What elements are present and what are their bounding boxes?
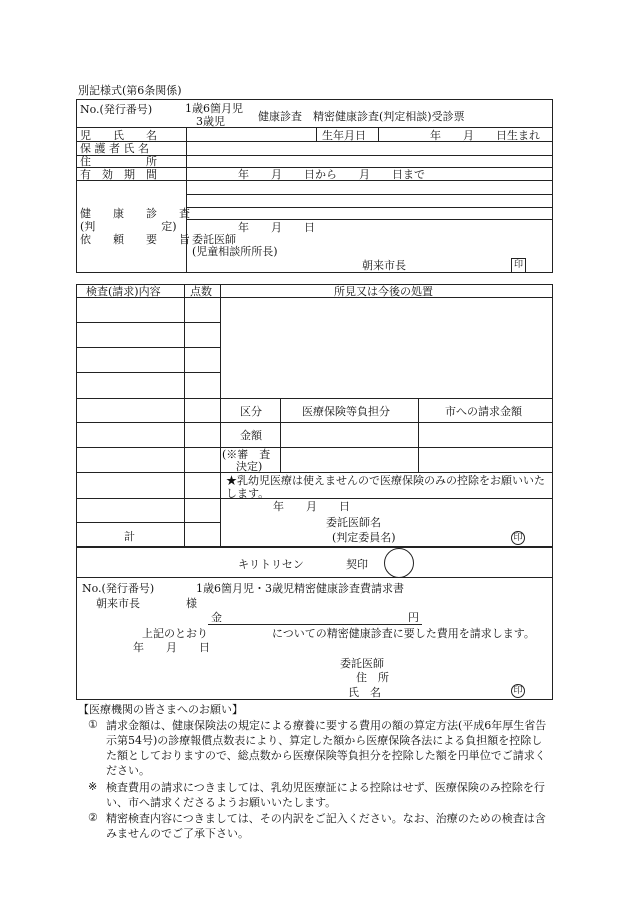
note-text: 検査費用の請求につきましては、乳幼児医療証による控除はせず、医療保険のみ控除を行い、市へ請求くださるようお願いいたします。 [106, 781, 545, 809]
seam-stamp-label: 契印 [346, 558, 368, 571]
request-label-2: (判 定) [80, 220, 177, 233]
note-text: 精密検査内容につきましては、その内訳をご記入ください。なお、治療のための検査は含みませんのでご了承下さい。 [106, 812, 546, 840]
request-date: 年 月 日 [238, 221, 315, 234]
divider [76, 447, 553, 448]
invoice-date: 年 月 日 [133, 641, 210, 654]
validity-value: 年 月 日から 月 日まで [238, 168, 425, 181]
seal-mark: 印 [511, 684, 525, 698]
divider [186, 127, 187, 273]
divider [316, 127, 317, 141]
invoice-honorific: 様 [186, 597, 197, 610]
billing-col-city: 市への請求金額 [445, 405, 522, 418]
col-exam-header: 検査(請求)内容 [86, 285, 161, 298]
voucher-age-1: 1歳6箇月児 [185, 102, 243, 115]
divider [76, 522, 220, 523]
divider [76, 422, 553, 423]
note-text: 請求金額は、健康保険法の規定による療養に要する費用の額の算定方法(平成6年厚生省告示第54号)の診療報償点数表により、算定した額から医療保険各法による負担額を控除した額としておりますので、総点数から医療保険等負担分を控除した額を円単位でご請求ください。 [106, 719, 547, 777]
billing-col-insurance: 医療保険等負担分 [302, 405, 390, 418]
note-marker: ※ [88, 780, 98, 793]
invoice-addressee: 朝来市長 [96, 597, 140, 610]
validity-label: 有 効 期 間 [80, 168, 157, 181]
seal-mark: 印 [511, 531, 525, 545]
sign-committee-label: (判定委員名) [332, 531, 396, 544]
cut-line-label: キリトリセン [238, 558, 304, 571]
sign-date: 年 月 日 [273, 500, 350, 513]
cut-line [76, 577, 553, 578]
divider [378, 127, 379, 141]
divider [186, 219, 553, 220]
request-doctor-1: 委託医師 [192, 233, 236, 246]
invoice-amount-suffix: 円 [408, 611, 419, 624]
seam-stamp-circle [384, 548, 414, 578]
billing-amount-label: 金額 [240, 429, 262, 442]
divider [76, 347, 220, 348]
mayor-name: 朝来市長 [362, 259, 406, 272]
invoice-title: 1歳6箇月児・3歳児精密健康診査費請求書 [196, 582, 404, 595]
divider [220, 284, 221, 547]
request-label-3: 依 頼 要 旨 [80, 233, 190, 246]
invoice-statement-suffix: についての精密健康診査に要した費用を請求します。 [272, 627, 535, 640]
divider [184, 284, 185, 547]
invoice-address-label: 住 所 [356, 671, 389, 684]
divider [418, 398, 419, 472]
notes-heading: 【医療機関の皆さまへのお願い】 [78, 703, 243, 716]
guardian-name-label: 保 護 者 氏 名 [80, 142, 149, 155]
invoice-statement-prefix: 上記のとおり [142, 627, 208, 640]
voucher-age-2: 3歳児 [196, 115, 225, 128]
exam-notice: ★乳幼児医療は使えませんので医療保険のみの控除をお願いいたします。 [226, 474, 545, 500]
sign-doctor-label: 委託医師名 [326, 516, 381, 529]
divider [76, 472, 553, 473]
request-doctor-2: (児童相談所所長) [192, 245, 278, 258]
request-label-1: 健 康 診 査 [80, 207, 190, 220]
seal-mark: 印 [511, 258, 526, 273]
address-label: 住 所 [80, 155, 157, 168]
divider [280, 398, 281, 472]
total-label: 計 [124, 530, 135, 543]
invoice-number-label: No.(発行番号) [82, 582, 155, 595]
voucher-border [76, 99, 553, 273]
voucher-number-label: No.(発行番号) [80, 103, 153, 116]
note-marker: ① [88, 718, 98, 731]
col-points-header: 点数 [190, 285, 212, 298]
divider [76, 372, 220, 373]
divider [76, 398, 553, 399]
invoice-doctor-label: 委託医師 [340, 657, 384, 670]
divider [76, 127, 553, 128]
note-marker: ② [88, 811, 98, 824]
billing-col-category: 区分 [240, 405, 262, 418]
invoice-name-label: 氏 名 [348, 686, 381, 699]
divider [76, 322, 220, 323]
invoice-amount-prefix: 金 [211, 611, 222, 624]
voucher-title: 健康診査 精密健康診査(判定相談)受診票 [258, 110, 465, 123]
form-style-label: 別記様式(第6条関係) [78, 84, 182, 97]
col-findings-header: 所見又は今後の処置 [334, 285, 433, 298]
birthdate-label: 生年月日 [322, 129, 366, 142]
billing-review-label-1: (※審 査 [222, 448, 271, 461]
amount-underline [208, 624, 422, 625]
billing-review-label-2: 決定) [236, 460, 263, 473]
child-name-label: 児 氏 名 [80, 129, 157, 142]
divider [186, 194, 553, 195]
divider [186, 207, 553, 208]
birthdate-value: 年 月 日生まれ [430, 129, 540, 142]
